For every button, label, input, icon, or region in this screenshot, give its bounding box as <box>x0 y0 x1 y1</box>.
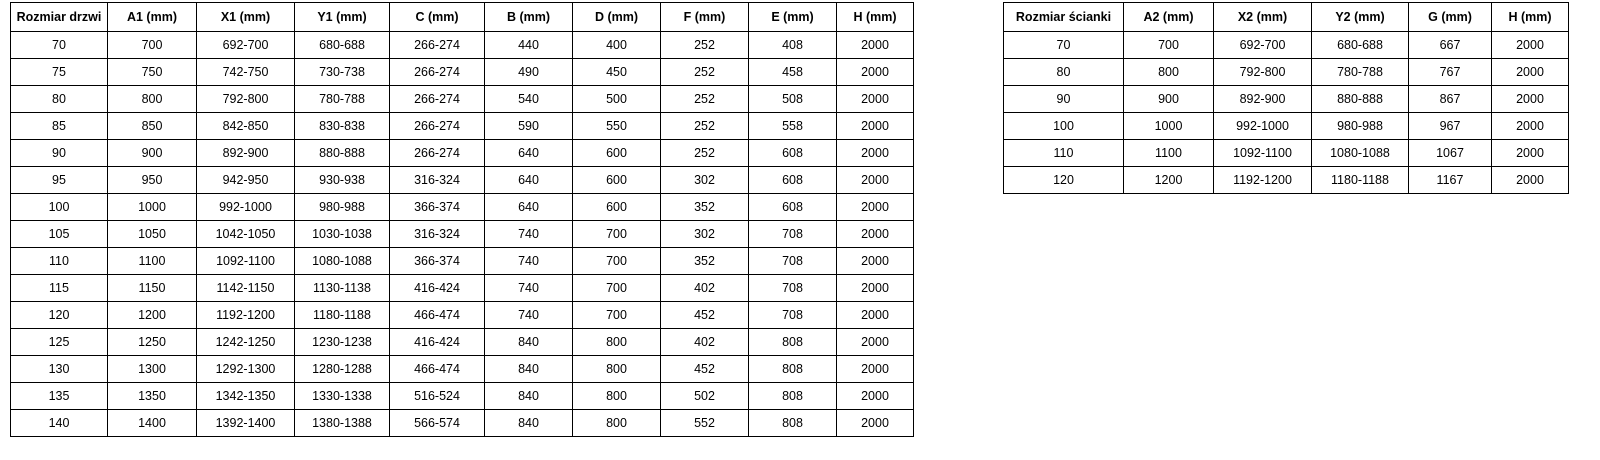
doors-cell: 450 <box>573 59 661 86</box>
doors-cell: 808 <box>749 356 837 383</box>
doors-cell: 266-274 <box>390 59 485 86</box>
walls-cell: 2000 <box>1492 59 1569 86</box>
doors-cell: 402 <box>661 329 749 356</box>
doors-cell: 1342-1350 <box>197 383 295 410</box>
doors-cell: 880-888 <box>295 140 390 167</box>
doors-cell: 540 <box>485 86 573 113</box>
table-row <box>11 59 914 86</box>
doors-cell: 558 <box>749 113 837 140</box>
doors-cell: 800 <box>573 356 661 383</box>
doors-cell: 780-788 <box>295 86 390 113</box>
walls-dimensions-table <box>1003 2 1569 194</box>
doors-cell: 266-274 <box>390 113 485 140</box>
doors-cell: 708 <box>749 248 837 275</box>
doors-cell: 1200 <box>108 302 197 329</box>
table-row <box>11 275 914 302</box>
doors-cell: 2000 <box>837 275 914 302</box>
table-row <box>11 113 914 140</box>
doors-cell: 808 <box>749 383 837 410</box>
doors-cell: 120 <box>11 302 108 329</box>
doors-cell: 1030-1038 <box>295 221 390 248</box>
doors-cell: 1392-1400 <box>197 410 295 437</box>
doors-cell: 640 <box>485 194 573 221</box>
walls-cell: 880-888 <box>1312 86 1409 113</box>
doors-cell: 842-850 <box>197 113 295 140</box>
doors-cell: 2000 <box>837 248 914 275</box>
doors-cell: 105 <box>11 221 108 248</box>
doors-cell: 740 <box>485 248 573 275</box>
walls-cell: 1092-1100 <box>1214 140 1312 167</box>
walls-dimensions-table-container <box>1003 2 1569 194</box>
doors-cell: 100 <box>11 194 108 221</box>
doors-dimensions-table-container <box>10 2 914 437</box>
doors-cell: 708 <box>749 275 837 302</box>
doors-column-header: B (mm) <box>485 3 573 32</box>
doors-cell: 95 <box>11 167 108 194</box>
doors-cell: 680-688 <box>295 32 390 59</box>
doors-cell: 252 <box>661 113 749 140</box>
walls-column-header: X2 (mm) <box>1214 3 1312 32</box>
doors-cell: 950 <box>108 167 197 194</box>
walls-cell: 980-988 <box>1312 113 1409 140</box>
walls-cell: 2000 <box>1492 113 1569 140</box>
table-row <box>11 329 914 356</box>
doors-cell: 700 <box>573 275 661 302</box>
doors-cell: 792-800 <box>197 86 295 113</box>
doors-cell: 266-274 <box>390 140 485 167</box>
walls-cell: 1067 <box>1409 140 1492 167</box>
doors-cell: 800 <box>573 410 661 437</box>
doors-cell: 110 <box>11 248 108 275</box>
doors-cell: 808 <box>749 410 837 437</box>
walls-cell: 1080-1088 <box>1312 140 1409 167</box>
doors-cell: 700 <box>573 302 661 329</box>
doors-cell: 992-1000 <box>197 194 295 221</box>
doors-cell: 452 <box>661 356 749 383</box>
doors-cell: 740 <box>485 221 573 248</box>
doors-table-body <box>11 32 914 437</box>
doors-cell: 135 <box>11 383 108 410</box>
doors-cell: 2000 <box>837 59 914 86</box>
doors-cell: 516-524 <box>390 383 485 410</box>
doors-cell: 980-988 <box>295 194 390 221</box>
doors-cell: 708 <box>749 302 837 329</box>
walls-cell: 2000 <box>1492 167 1569 194</box>
walls-column-header: H (mm) <box>1492 3 1569 32</box>
doors-cell: 552 <box>661 410 749 437</box>
doors-cell: 1080-1088 <box>295 248 390 275</box>
doors-cell: 608 <box>749 167 837 194</box>
doors-cell: 1400 <box>108 410 197 437</box>
doors-cell: 700 <box>573 248 661 275</box>
doors-cell: 740 <box>485 302 573 329</box>
walls-cell: 1200 <box>1124 167 1214 194</box>
walls-cell: 867 <box>1409 86 1492 113</box>
doors-cell: 800 <box>108 86 197 113</box>
table-row <box>11 410 914 437</box>
doors-cell: 352 <box>661 248 749 275</box>
doors-cell: 75 <box>11 59 108 86</box>
doors-cell: 730-738 <box>295 59 390 86</box>
doors-cell: 1292-1300 <box>197 356 295 383</box>
doors-column-header: D (mm) <box>573 3 661 32</box>
table-row <box>1004 32 1569 59</box>
doors-cell: 366-374 <box>390 194 485 221</box>
doors-cell: 252 <box>661 32 749 59</box>
table-row <box>11 221 914 248</box>
doors-cell: 125 <box>11 329 108 356</box>
doors-cell: 90 <box>11 140 108 167</box>
walls-cell: 100 <box>1004 113 1124 140</box>
doors-cell: 1050 <box>108 221 197 248</box>
doors-cell: 840 <box>485 329 573 356</box>
walls-cell: 80 <box>1004 59 1124 86</box>
walls-column-header: Rozmiar ścianki <box>1004 3 1124 32</box>
walls-cell: 767 <box>1409 59 1492 86</box>
doors-cell: 2000 <box>837 113 914 140</box>
walls-cell: 680-688 <box>1312 32 1409 59</box>
doors-cell: 1330-1338 <box>295 383 390 410</box>
doors-cell: 1250 <box>108 329 197 356</box>
doors-cell: 1280-1288 <box>295 356 390 383</box>
walls-cell: 70 <box>1004 32 1124 59</box>
table-row <box>1004 167 1569 194</box>
walls-cell: 2000 <box>1492 32 1569 59</box>
table-row <box>1004 113 1569 140</box>
walls-cell: 1167 <box>1409 167 1492 194</box>
table-header-row <box>1004 3 1569 32</box>
doors-cell: 800 <box>573 383 661 410</box>
doors-cell: 750 <box>108 59 197 86</box>
doors-cell: 115 <box>11 275 108 302</box>
doors-cell: 1150 <box>108 275 197 302</box>
doors-cell: 502 <box>661 383 749 410</box>
doors-cell: 500 <box>573 86 661 113</box>
doors-cell: 416-424 <box>390 275 485 302</box>
table-row <box>11 32 914 59</box>
walls-table-body <box>1004 32 1569 194</box>
doors-dimensions-table <box>10 2 914 437</box>
walls-cell: 1100 <box>1124 140 1214 167</box>
doors-cell: 2000 <box>837 32 914 59</box>
doors-cell: 830-838 <box>295 113 390 140</box>
doors-cell: 1230-1238 <box>295 329 390 356</box>
doors-cell: 550 <box>573 113 661 140</box>
doors-cell: 708 <box>749 221 837 248</box>
doors-cell: 2000 <box>837 302 914 329</box>
doors-cell: 85 <box>11 113 108 140</box>
doors-cell: 490 <box>485 59 573 86</box>
walls-cell: 90 <box>1004 86 1124 113</box>
doors-cell: 140 <box>11 410 108 437</box>
table-row <box>1004 59 1569 86</box>
table-row <box>1004 86 1569 113</box>
walls-cell: 692-700 <box>1214 32 1312 59</box>
doors-cell: 700 <box>573 221 661 248</box>
doors-cell: 466-474 <box>390 356 485 383</box>
doors-cell: 608 <box>749 194 837 221</box>
doors-column-header: F (mm) <box>661 3 749 32</box>
walls-cell: 667 <box>1409 32 1492 59</box>
walls-cell: 892-900 <box>1214 86 1312 113</box>
doors-cell: 458 <box>749 59 837 86</box>
table-row <box>11 302 914 329</box>
walls-table-head <box>1004 3 1569 32</box>
doors-cell: 590 <box>485 113 573 140</box>
doors-cell: 1192-1200 <box>197 302 295 329</box>
doors-cell: 2000 <box>837 221 914 248</box>
doors-cell: 1092-1100 <box>197 248 295 275</box>
doors-cell: 252 <box>661 86 749 113</box>
doors-cell: 900 <box>108 140 197 167</box>
doors-cell: 2000 <box>837 383 914 410</box>
doors-cell: 742-750 <box>197 59 295 86</box>
doors-cell: 740 <box>485 275 573 302</box>
doors-cell: 2000 <box>837 329 914 356</box>
doors-cell: 2000 <box>837 410 914 437</box>
doors-cell: 508 <box>749 86 837 113</box>
doors-cell: 2000 <box>837 356 914 383</box>
walls-column-header: G (mm) <box>1409 3 1492 32</box>
walls-cell: 1180-1188 <box>1312 167 1409 194</box>
doors-cell: 302 <box>661 221 749 248</box>
doors-cell: 1350 <box>108 383 197 410</box>
doors-column-header: Rozmiar drzwi <box>11 3 108 32</box>
doors-cell: 252 <box>661 140 749 167</box>
table-row <box>11 383 914 410</box>
doors-cell: 316-324 <box>390 221 485 248</box>
doors-cell: 640 <box>485 140 573 167</box>
doors-cell: 402 <box>661 275 749 302</box>
walls-cell: 2000 <box>1492 86 1569 113</box>
doors-cell: 302 <box>661 167 749 194</box>
doors-cell: 840 <box>485 410 573 437</box>
doors-cell: 416-424 <box>390 329 485 356</box>
table-row <box>11 167 914 194</box>
walls-cell: 900 <box>1124 86 1214 113</box>
doors-cell: 942-950 <box>197 167 295 194</box>
walls-column-header: Y2 (mm) <box>1312 3 1409 32</box>
doors-cell: 892-900 <box>197 140 295 167</box>
doors-cell: 316-324 <box>390 167 485 194</box>
doors-column-header: Y1 (mm) <box>295 3 390 32</box>
doors-cell: 608 <box>749 140 837 167</box>
doors-cell: 408 <box>749 32 837 59</box>
doors-cell: 1380-1388 <box>295 410 390 437</box>
doors-cell: 840 <box>485 383 573 410</box>
doors-cell: 2000 <box>837 167 914 194</box>
doors-cell: 1130-1138 <box>295 275 390 302</box>
doors-column-header: X1 (mm) <box>197 3 295 32</box>
doors-cell: 352 <box>661 194 749 221</box>
walls-cell: 992-1000 <box>1214 113 1312 140</box>
doors-column-header: C (mm) <box>390 3 485 32</box>
doors-cell: 1142-1150 <box>197 275 295 302</box>
doors-cell: 600 <box>573 194 661 221</box>
doors-cell: 566-574 <box>390 410 485 437</box>
table-header-row <box>11 3 914 32</box>
walls-cell: 1000 <box>1124 113 1214 140</box>
walls-cell: 1192-1200 <box>1214 167 1312 194</box>
doors-cell: 452 <box>661 302 749 329</box>
table-row <box>11 140 914 167</box>
doors-cell: 692-700 <box>197 32 295 59</box>
walls-cell: 120 <box>1004 167 1124 194</box>
table-row <box>11 248 914 275</box>
doors-cell: 700 <box>108 32 197 59</box>
walls-cell: 780-788 <box>1312 59 1409 86</box>
doors-cell: 1100 <box>108 248 197 275</box>
walls-cell: 967 <box>1409 113 1492 140</box>
doors-cell: 640 <box>485 167 573 194</box>
doors-column-header: E (mm) <box>749 3 837 32</box>
doors-cell: 466-474 <box>390 302 485 329</box>
doors-cell: 366-374 <box>390 248 485 275</box>
doors-cell: 400 <box>573 32 661 59</box>
walls-cell: 792-800 <box>1214 59 1312 86</box>
doors-cell: 252 <box>661 59 749 86</box>
walls-cell: 110 <box>1004 140 1124 167</box>
table-row <box>1004 140 1569 167</box>
table-row <box>11 194 914 221</box>
doors-cell: 600 <box>573 140 661 167</box>
doors-cell: 266-274 <box>390 86 485 113</box>
table-row <box>11 356 914 383</box>
doors-cell: 80 <box>11 86 108 113</box>
doors-column-header: A1 (mm) <box>108 3 197 32</box>
doors-cell: 600 <box>573 167 661 194</box>
doors-cell: 130 <box>11 356 108 383</box>
walls-cell: 800 <box>1124 59 1214 86</box>
doors-cell: 800 <box>573 329 661 356</box>
doors-cell: 840 <box>485 356 573 383</box>
doors-column-header: H (mm) <box>837 3 914 32</box>
doors-cell: 930-938 <box>295 167 390 194</box>
doors-cell: 266-274 <box>390 32 485 59</box>
doors-cell: 808 <box>749 329 837 356</box>
doors-cell: 1300 <box>108 356 197 383</box>
doors-cell: 1000 <box>108 194 197 221</box>
doors-cell: 1242-1250 <box>197 329 295 356</box>
doors-cell: 2000 <box>837 140 914 167</box>
walls-column-header: A2 (mm) <box>1124 3 1214 32</box>
doors-cell: 70 <box>11 32 108 59</box>
doors-table-head <box>11 3 914 32</box>
walls-cell: 700 <box>1124 32 1214 59</box>
doors-cell: 2000 <box>837 86 914 113</box>
walls-cell: 2000 <box>1492 140 1569 167</box>
table-row <box>11 86 914 113</box>
doors-cell: 1180-1188 <box>295 302 390 329</box>
doors-cell: 2000 <box>837 194 914 221</box>
doors-cell: 440 <box>485 32 573 59</box>
doors-cell: 850 <box>108 113 197 140</box>
doors-cell: 1042-1050 <box>197 221 295 248</box>
